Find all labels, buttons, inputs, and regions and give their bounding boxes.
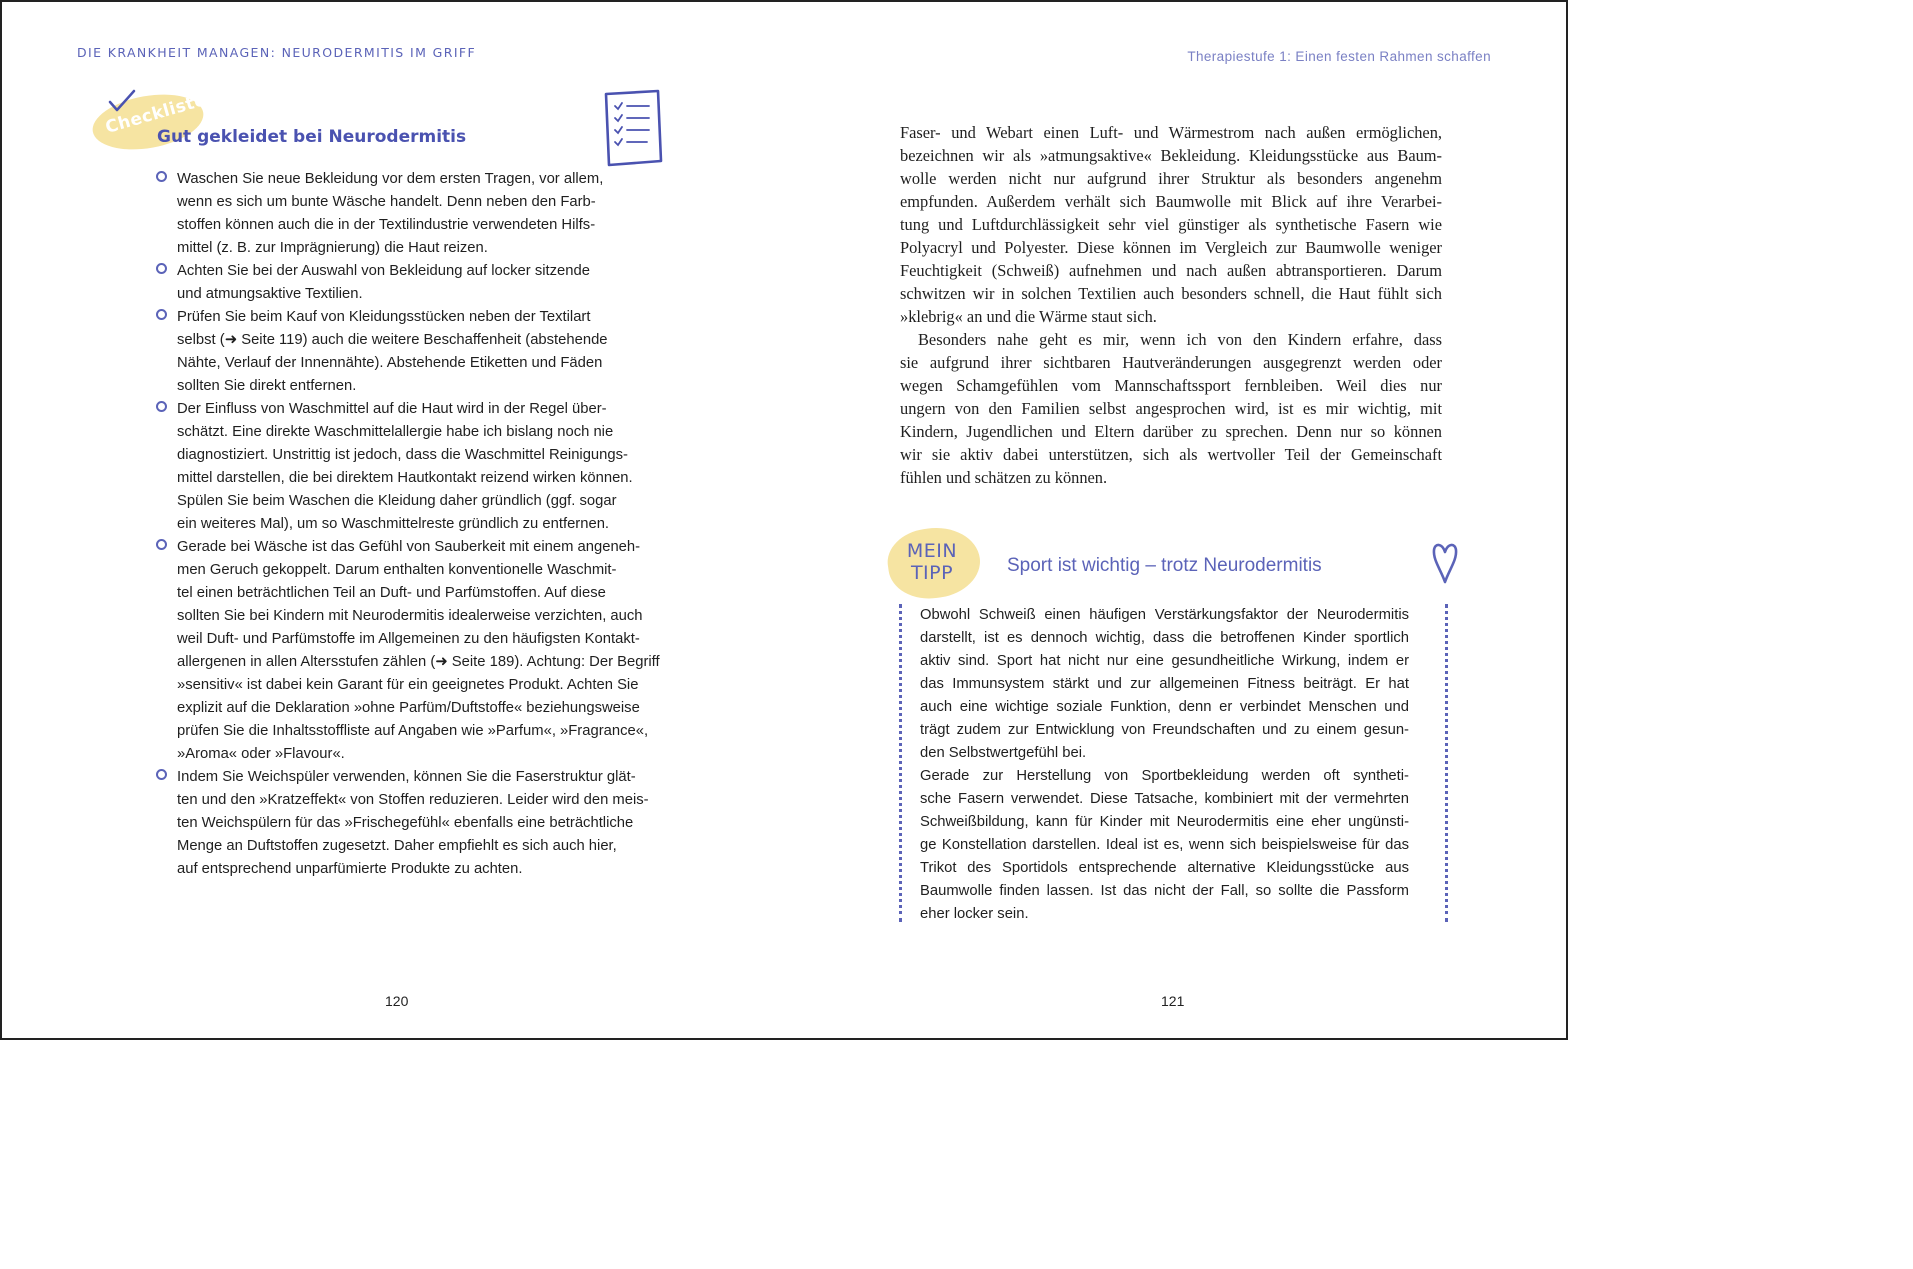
- text-line: Obwohl Schweiß einen häufigen Verstärkungsfaktor der Neurodermitis: [920, 607, 1409, 623]
- list-item: [177, 398, 677, 536]
- text-line: ten und den »Kratzeffekt« von Stoffen reduzieren. Leider wird den meis-: [177, 792, 649, 808]
- text-line: ein weiteres Mal), um so Waschmittelreste gründlich zu entfernen.: [177, 516, 610, 532]
- text-line: Schweißbildung, kann für Kinder mit Neurodermitis eine eher ungünsti-: [920, 814, 1409, 830]
- text-line: den Selbstwertgefühl bei.: [920, 745, 1087, 761]
- body-text: [900, 121, 1442, 489]
- tipp-body: [920, 604, 1409, 926]
- text-line: Achten Sie bei der Auswahl von Bekleidung auf locker sitzende: [177, 263, 590, 279]
- text-line: ungern von den Familien selbst angesprochen wird, ist es mir wichtig, mit: [900, 399, 1442, 418]
- text-line: sollten Sie bei Kindern mit Neurodermitis idealerweise verzichten, auch: [177, 608, 643, 624]
- checklist-notepad-icon: [600, 88, 666, 168]
- text-line: Gerade zur Herstellung von Sportbekleidung werden oft syntheti-: [920, 768, 1409, 784]
- text-line: Waschen Sie neue Bekleidung vor dem ersten Tragen, vor allem,: [177, 171, 604, 187]
- bullet-icon: [156, 263, 167, 274]
- text-line: ge Konstellation darstellen. Ideal ist es, wenn sich beispielsweise für das: [920, 837, 1409, 853]
- text-line: Nähte, Verlauf der Innennähte). Abstehende Etiketten und Fäden: [177, 355, 603, 371]
- text-line: Faser- und Webart einen Luft- und Wärmestrom nach außen ermöglichen,: [900, 123, 1442, 142]
- text-line: eher locker sein.: [920, 906, 1029, 922]
- text-line: wenn es sich um bunte Wäsche handelt. Denn neben den Farb-: [177, 194, 596, 210]
- paragraph: [900, 328, 1442, 489]
- text-line: Menge an Duftstoffen zugesetzt. Daher empfiehlt es sich auch hier,: [177, 838, 617, 854]
- checklist-label: Checkliste: [103, 90, 209, 138]
- text-line: auf entsprechend unparfümierte Produkte zu achten.: [177, 861, 523, 877]
- page-number-right: 121: [1161, 993, 1185, 1009]
- running-head-left: DIE KRANKHEIT MANAGEN: NEURODERMITIS IM GRIFF: [77, 45, 477, 60]
- text-line: »Aroma« oder »Flavour«.: [177, 746, 345, 762]
- text-line: Feuchtigkeit (Schweiß) aufnehmen und nach außen abtransportieren. Darum: [900, 261, 1442, 280]
- bullet-icon: [156, 401, 167, 412]
- text-line: bezeichnen wir als »atmungsaktive« Bekleidung. Kleidungsstücke aus Baum-: [900, 146, 1442, 165]
- text-line: ten Weichspülern für das »Frischegefühl« ebenfalls eine beträchtliche: [177, 815, 634, 831]
- text-line: Der Einfluss von Waschmittel auf die Haut wird in der Regel über-: [177, 401, 607, 417]
- list-item: [177, 168, 677, 260]
- bullet-icon: [156, 171, 167, 182]
- text-line: tung und Luftdurchlässigkeit sehr viel günstiger als synthetische Fasern wie: [900, 215, 1442, 234]
- text-line: Trikot des Sportidols entsprechende alternative Kleidungsstücke aus: [920, 860, 1409, 876]
- bullet-icon: [156, 539, 167, 550]
- text-line: trägt zudem zur Entwicklung von Freundschaften und zu einem gesun-: [920, 722, 1409, 738]
- checklist-bullets: [177, 168, 677, 881]
- text-line: schätzt. Eine direkte Waschmittelallergie habe ich bislang noch nie: [177, 424, 614, 440]
- bullet-icon: [156, 769, 167, 780]
- heart-icon: [1430, 540, 1460, 588]
- checklist-title: Gut gekleidet bei Neurodermitis: [157, 127, 467, 147]
- text-line: stoffen können auch die in der Textilindustrie verwendeten Hilfs-: [177, 217, 596, 233]
- text-line: selbst (➜ Seite 119) auch die weitere Beschaffenheit (abstehende: [177, 332, 608, 348]
- text-line: wolle werden nicht nur aufgrund ihrer Struktur als besonders angenehm: [900, 169, 1442, 188]
- text-line: und atmungsaktive Textilien.: [177, 286, 363, 302]
- tipp-label: [902, 540, 962, 584]
- text-line: wegen Schamgefühlen vom Mannschaftssport fernbleiben. Weil dies nur: [900, 376, 1442, 395]
- text-line: sie aufgrund ihrer sichtbaren Hautveränderungen ausgegrenzt werden oder: [900, 353, 1442, 372]
- text-line: mittel darstellen, die bei direktem Hautkontakt reizend wirken können.: [177, 470, 633, 486]
- text-line: sollten Sie direkt entfernen.: [177, 378, 357, 394]
- text-line: Kindern, Jugendlichen und Eltern darüber zu sprechen. Denn nur so können: [900, 422, 1442, 441]
- page-number-left: 120: [385, 993, 409, 1009]
- paragraph: [900, 121, 1442, 328]
- text-line: empfunden. Außerdem verhält sich Baumwolle mit Blick auf ihre Verarbei-: [900, 192, 1442, 211]
- running-head-right: Therapiestufe 1: Einen festen Rahmen schaffen: [1187, 49, 1491, 64]
- list-item: [177, 766, 677, 881]
- tipp-label-line: MEIN: [906, 540, 958, 562]
- text-line: aktiv sind. Sport hat nicht nur eine gesundheitliche Wirkung, indem er: [920, 653, 1409, 669]
- tipp-label-line: TIPP: [910, 562, 954, 584]
- paragraph: [920, 604, 1409, 765]
- text-line: fühlen und schätzen zu können.: [900, 468, 1108, 487]
- text-line: schwitzen wir in solchen Textilien auch besonders schnell, die Haut fühlt sich: [900, 284, 1442, 303]
- list-item: [177, 536, 677, 766]
- text-line: explizit auf die Deklaration »ohne Parfüm/Duftstoffe« beziehungsweise: [177, 700, 640, 716]
- tipp-dotted-border-left: [899, 604, 902, 922]
- list-item: [177, 260, 677, 306]
- text-line: weil Duft- und Parfümstoffe im Allgemeinen zu den häufigsten Kontakt-: [177, 631, 640, 647]
- text-line: »sensitiv« ist dabei kein Garant für ein geeignetes Produkt. Achten Sie: [177, 677, 639, 693]
- text-line: wir sie aktiv dabei unterstützen, sich als wertvoller Teil der Gemeinschaft: [900, 445, 1442, 464]
- text-line: prüfen Sie die Inhaltsstoffliste auf Angaben wie »Parfum«, »Fragrance«,: [177, 723, 649, 739]
- bullet-icon: [156, 309, 167, 320]
- tipp-dotted-border-right: [1445, 604, 1448, 922]
- paragraph: [920, 765, 1409, 926]
- text-line: Spülen Sie beim Waschen die Kleidung daher gründlich (ggf. sogar: [177, 493, 617, 509]
- text-line: men Geruch gekoppelt. Darum enthalten konventionelle Waschmit-: [177, 562, 617, 578]
- text-line: mittel (z. B. zur Imprägnierung) die Haut reizen.: [177, 240, 488, 256]
- text-line: allergenen in allen Altersstufen zählen (➜ Seite 189). Achtung: Der Begriff: [177, 654, 660, 670]
- text-line: Prüfen Sie beim Kauf von Kleidungsstücken neben der Textilart: [177, 309, 591, 325]
- text-line: Besonders nahe geht es mir, wenn ich von den Kindern erfahre, dass: [918, 330, 1442, 349]
- text-line: darstellt, ist es dennoch wichtig, dass die betroffenen Kinder sportlich: [920, 630, 1409, 646]
- list-item: [177, 306, 677, 398]
- text-line: Polyacryl und Polyester. Diese können im Vergleich zur Baumwolle weniger: [900, 238, 1442, 257]
- text-line: »klebrig« an und die Wärme staut sich.: [900, 307, 1157, 326]
- text-line: das Immunsystem stärkt und zur allgemeinen Fitness beiträgt. Er hat: [920, 676, 1409, 692]
- text-line: diagnostiziert. Unstrittig ist jedoch, dass die Waschmittel Reinigungs-: [177, 447, 628, 463]
- tipp-title: Sport ist wichtig – trotz Neurodermitis: [1007, 555, 1322, 576]
- text-line: tel einen beträchtlichen Teil an Duft- und Parfümstoffen. Auf diese: [177, 585, 606, 601]
- text-line: auch eine wichtige soziale Funktion, denn er verbindet Menschen und: [920, 699, 1409, 715]
- text-line: sche Fasern verwendet. Diese Tatsache, kombiniert mit der vermehrten: [920, 791, 1409, 807]
- text-line: Baumwolle finden lassen. Ist das nicht der Fall, so sollte die Passform: [920, 883, 1409, 899]
- text-line: Gerade bei Wäsche ist das Gefühl von Sauberkeit mit einem angeneh-: [177, 539, 641, 555]
- text-line: Indem Sie Weichspüler verwenden, können Sie die Faserstruktur glät-: [177, 769, 636, 785]
